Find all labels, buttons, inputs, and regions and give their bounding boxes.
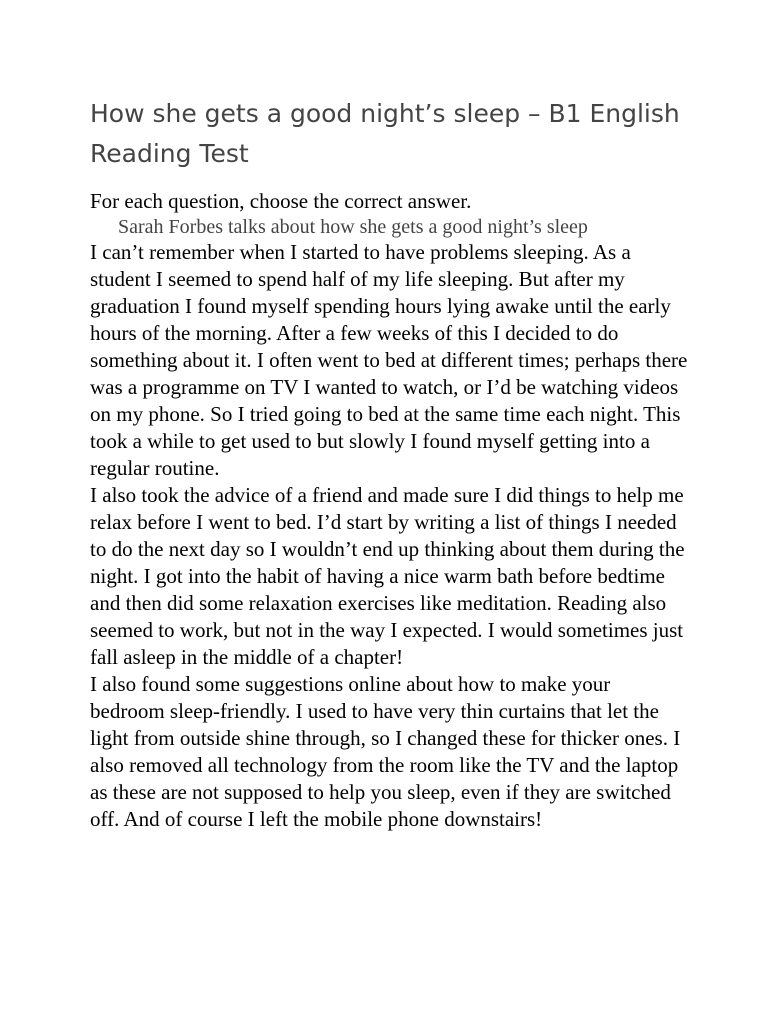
paragraph-1: I can’t remember when I started to have problems sleeping. As a student I seemed to spend half of my life sleeping. But after my graduation I found myself spending hours lying awake until the early hours of the morning. After a few weeks of this I decided to do something about it. I often went to bed at different times; perhaps there was a programme on TV I wanted to watch, or I’d be watching videos on my phone. So I tried going to bed at the same time each night. This took a while to get used to but slowly I found myself getting into a regular routine.	[90, 240, 688, 480]
instruction-text: For each question, choose the correct answer.	[90, 189, 472, 213]
document-page	[90, 94, 690, 833]
document-title: How she gets a good night’s sleep – B1 English Reading Test	[90, 99, 680, 168]
paragraph-2: I also took the advice of a friend and made sure I did things to help me relax before I went to bed. I’d start by writing a list of things I needed to do the next day so I wouldn’t end up thinking about them during the night. I got into the habit of having a nice warm bath before bedtime and then did some relaxation exercises like meditation. Reading also seemed to work, but not in the way I expected. I would sometimes just fall asleep in the middle of a chapter!	[90, 483, 685, 669]
paragraph-3: I also found some suggestions online about how to make your bedroom sleep-friendly. I used to have very thin curtains that let the light from outside shine through, so I changed these for thicker ones. I also removed all technology from the room like the TV and the laptop as these are not supposed to help you sleep, even if they are switched off. And of course I left the mobile phone downstairs!	[90, 672, 681, 831]
article-subtitle: Sarah Forbes talks about how she gets a good night’s sleep	[118, 216, 588, 238]
